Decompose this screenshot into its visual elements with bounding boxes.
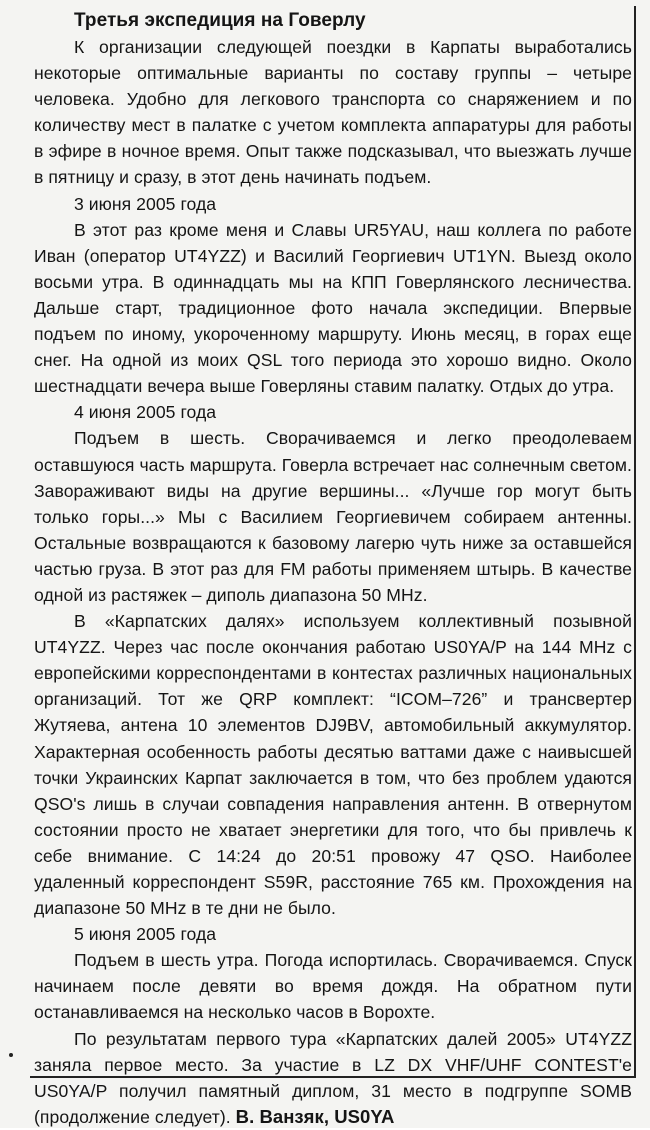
paragraph-1: В этот раз кроме меня и Славы UR5YAU, наш коллега по работе Иван (оператор UT4YZZ) и Василий Георгиевич UT1YN. Выезд около восьми утра. В одиннадцать мы на КПП Говерлянского лесничества. Дальше старт, традиционное фото начала экспедиции. Впервые подъем по иному, укороченному маршруту. Июнь месяц, в горах еще снег. На одной из моих QSL того периода это хорошо видно. Около шестнадцати вечера выше Говерляны ставим палатку. Отдых до утра. — [34, 219, 632, 397]
paragraph-5 — [34, 1026, 632, 1130]
paragraph-4: Подъем в шесть утра. Погода испортилась. Сворачиваемся. Спуск начинаем после девяти во время дождя. На обратном пути останавливаемся на несколько часов в Ворохте. — [34, 950, 632, 1023]
paragraph-intro: К организации следующей поездки в Карпаты выработались некоторые оптимальные варианты по составу группы – четыре человека. Удобно для легкового транспорта со снаряжением и по количеству мест в палатке с учетом комплекта аппаратуры для работы в эфире в ночное время. Опыт также подсказывал, что выезжать лучше в пятницу и сразу, в этот день начинать подъем. — [34, 37, 632, 188]
date-heading-2: 4 июня 2005 года — [74, 402, 217, 423]
paragraph-3: В «Карпатских далях» используем коллективный позывной UT4YZZ. Через час после окончания работаю US0YA/P на 144 MHz с европейскими корреспондентами в контестах различных национальных организаций. Тот же QRP комплект: “ICOM–726” и трансвертер Жутяева, антена 10 элементов DJ9BV, автомобильный аккумулятор. Характерная особенность работы десятью ваттами даже с наивысшей точки Украинских Карпат заключается в том, что без проблем удаются QSO's лишь в случаи совпадения направления антенн. В отвернутом состоянии просто не хватает энергетики для того, что бы привлечь к себе внимание. С 14:24 до 20:51 провожу 47 QSO. Наиболее удаленный корреспондент S59R, расстояние 765 км. Прохождения на диапазоне 50 MHz в те дни не было. — [34, 611, 632, 919]
paragraph-5-text: По результатам первого тура «Карпатских далей 2005» UT4YZZ заняла первое место. За участие в LZ DX VHF/UHF CONTEST'е US0YA/P получил памятный диплом, 31 место в подгруппе SOMB (продолжение следует). — [34, 1028, 632, 1127]
date-heading-1: 3 июня 2005 года — [74, 193, 217, 214]
article — [34, 8, 632, 1130]
paragraph-2: Подъем в шесть. Сворачиваемся и легко преодолеваем оставшуюся часть маршрута. Говерла встречает нас солнечным светом. Завораживают виды на другие вершины... «Лучше гор могут быть только горы...» Мы с Василием Георгиевичем собираем антенны. Остальные возвращаются к базовому лагерю чуть ниже за оставшейся частью груза. В этот раз для FM работы применяем штырь. В качестве одной из растяжек – диполь диапазона 50 MHz. — [34, 428, 632, 605]
author-signature: В. Ванзяк, US0YA — [235, 1105, 395, 1127]
date-heading-3: 5 июня 2005 года — [74, 924, 217, 945]
article-title: Третья экспедиция на Говерлу — [74, 10, 366, 31]
scan-speck — [9, 1053, 13, 1057]
